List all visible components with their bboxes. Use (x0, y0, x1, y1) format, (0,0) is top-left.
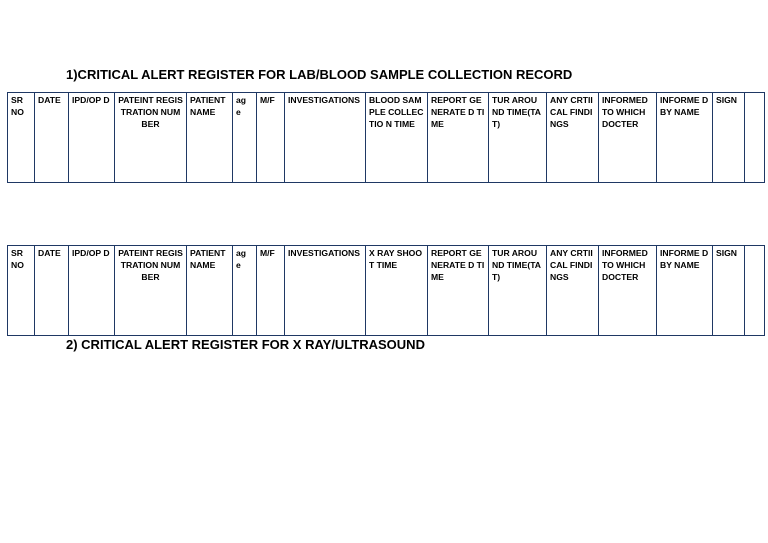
register-title-lab: 1)CRITICAL ALERT REGISTER FOR LAB/BLOOD SAMPLE COLLECTION RECORD (66, 67, 573, 82)
header-blood-sample-time: BLOOD SAMPLE COLLECTIO N TIME (366, 93, 428, 183)
header-patient-name: PATIENT NAME (187, 93, 233, 183)
table-header-row (8, 246, 765, 336)
header-report-time: REPORT GENERATE D TIME (428, 246, 489, 336)
header-date: DATE (35, 246, 69, 336)
header-investigations: INVESTIGATIONS (285, 246, 366, 336)
header-sr-no: SR NO (8, 93, 35, 183)
header-registration-number: PATEINT REGISTRATION NUMBER (115, 246, 187, 336)
header-sex: M/F (257, 246, 285, 336)
header-blank (745, 93, 765, 183)
header-informed-by: INFORME D BY NAME (657, 246, 713, 336)
header-critical-findings: ANY CRTIICAL FINDINGS (547, 246, 599, 336)
header-registration-number: PATEINT REGISTRATION NUMBER (115, 93, 187, 183)
header-investigations: INVESTIGATIONS (285, 93, 366, 183)
header-report-time: REPORT GENERATE D TIME (428, 93, 489, 183)
register-title-xray: 2) CRITICAL ALERT REGISTER FOR X RAY/ULTRASOUND (66, 337, 425, 352)
header-informed-doctor: INFORMED TO WHICH DOCTER (599, 246, 657, 336)
header-date: DATE (35, 93, 69, 183)
header-age: ag e (233, 93, 257, 183)
header-sex: M/F (257, 93, 285, 183)
header-age: ag e (233, 246, 257, 336)
xray-register-table (7, 245, 765, 336)
header-informed-doctor: INFORMED TO WHICH DOCTER (599, 93, 657, 183)
header-sr-no: SR NO (8, 246, 35, 336)
header-blank (745, 246, 765, 336)
header-patient-name: PATIENT NAME (187, 246, 233, 336)
header-ipd-opd: IPD/OP D (69, 246, 115, 336)
lab-register-table (7, 92, 765, 183)
header-informed-by: INFORME D BY NAME (657, 93, 713, 183)
header-ipd-opd: IPD/OP D (69, 93, 115, 183)
header-tat: TUR AROUND TIME(TAT) (489, 93, 547, 183)
header-sign: SIGN (713, 93, 745, 183)
header-sign: SIGN (713, 246, 745, 336)
header-tat: TUR AROUND TIME(TAT) (489, 246, 547, 336)
table-header-row (8, 93, 765, 183)
header-critical-findings: ANY CRTIICAL FINDINGS (547, 93, 599, 183)
header-xray-shoot-time: X RAY SHOOT TIME (366, 246, 428, 336)
